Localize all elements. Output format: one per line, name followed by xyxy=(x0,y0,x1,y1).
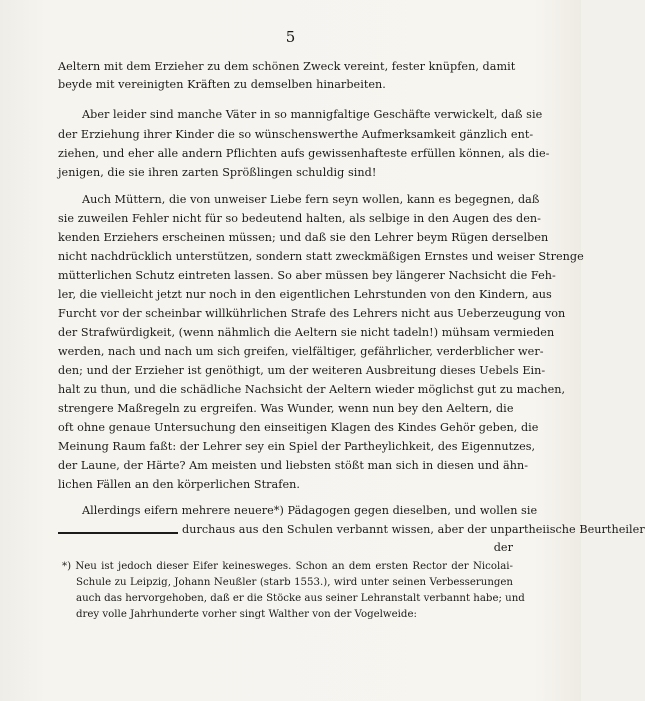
text-line: oft ohne genaue Untersuchung den einseitigen Klagen des Kindes Gehör geben, die xyxy=(58,421,539,434)
text-line: beyde mit vereinigten Kräften zu demselben hinarbeiten. xyxy=(58,78,386,91)
text-line: werden, nach und nach um sich greifen, vielfältiger, gefährlicher, verderblicher wer- xyxy=(58,345,544,358)
text-line: jenigen, die sie ihren zarten Sprößlingen schuldig sind! xyxy=(58,166,377,179)
footnote-rule xyxy=(58,532,178,534)
text-line: Aeltern mit dem Erzieher zu dem schönen Zweck vereint, fester knüpfen, damit xyxy=(58,60,516,73)
text-line: der Erziehung ihrer Kinder die so wünschenswerthe Aufmerksamkeit gänzlich ent- xyxy=(58,128,534,141)
footnote-line: drey volle Jahrhunderte vorher singt Walther von der Vogelweide: xyxy=(76,609,417,620)
text-line: ler, die vielleicht jetzt nur noch in den eigentlichen Lehrstunden von den Kindern, aus xyxy=(58,288,552,301)
text-line: sie zuweilen Fehler nicht für so bedeutend halten, als selbige in den Augen des den- xyxy=(58,212,542,225)
text-line: ziehen, und eher alle andern Pflichten aufs gewissenhafteste erfüllen können, als die- xyxy=(58,147,550,160)
text-line: der Laune, der Härte? Am meisten und liebsten stößt man sich in diesen und ähn- xyxy=(58,459,529,472)
page-number: 5 xyxy=(285,28,296,46)
text-line: halt zu thun, und die schädliche Nachsicht der Aeltern wieder möglichst gut zu machen, xyxy=(58,383,566,396)
text-line: Auch Müttern, die von unweiser Liebe fern seyn wollen, kann es begegnen, daß xyxy=(82,193,540,206)
catchword: der xyxy=(493,541,513,554)
text-line: Allerdings eifern mehrere neuere*) Pädagogen gegen dieselben, und wollen sie xyxy=(82,504,538,517)
text-line: strengere Maßregeln zu ergreifen. Was Wunder, wenn nun bey den Aeltern, die xyxy=(58,402,514,415)
text-line: mütterlichen Schutz eintreten lassen. So aber müssen bey längerer Nachsicht die Feh- xyxy=(58,269,556,282)
text-line: den; und der Erzieher ist genöthigt, um der weiteren Ausbreitung dieses Uebels Ein- xyxy=(58,364,546,377)
text-line: Aber leider sind manche Väter in so mannigfaltige Geschäfte verwickelt, daß sie xyxy=(82,108,543,121)
text-line: Furcht vor der scheinbar willkührlichen Strafe des Lehrers nicht aus Ueberzeugung von xyxy=(58,307,566,320)
footnote-line: auch das hervorgehoben, daß er die Stöcke aus seiner Lehranstalt verbannt habe; und xyxy=(76,593,525,604)
text-line: lichen Fällen an den körperlichen Strafen. xyxy=(58,478,300,491)
text-line: Meinung Raum faßt: der Lehrer sey ein Spiel der Partheylichkeit, des Eigennutzes, xyxy=(58,440,536,453)
text-line: der Strafwürdigkeit, (wenn nähmlich die Aeltern sie nicht tadeln!) mühsam vermieden xyxy=(58,326,555,339)
text-line: kenden Erziehers erscheinen müssen; und daß sie den Lehrer beym Rügen derselben xyxy=(58,231,549,244)
text-line: nicht nachdrücklich unterstützen, sondern statt zweckmäßigen Ernstes und weiser Strenge xyxy=(58,250,584,263)
footnote-line: *) Neu ist jedoch dieser Eifer keinesweges. Schon an dem ersten Rector der Nicolai- xyxy=(62,561,513,572)
footnote-line: Schule zu Leipzig, Johann Neußler (starb 1553.), wird unter seinen Verbesserungen xyxy=(76,577,513,588)
text-line: durchaus aus den Schulen verbannt wissen, aber der unpartheiische Beurtheiler xyxy=(182,523,645,536)
